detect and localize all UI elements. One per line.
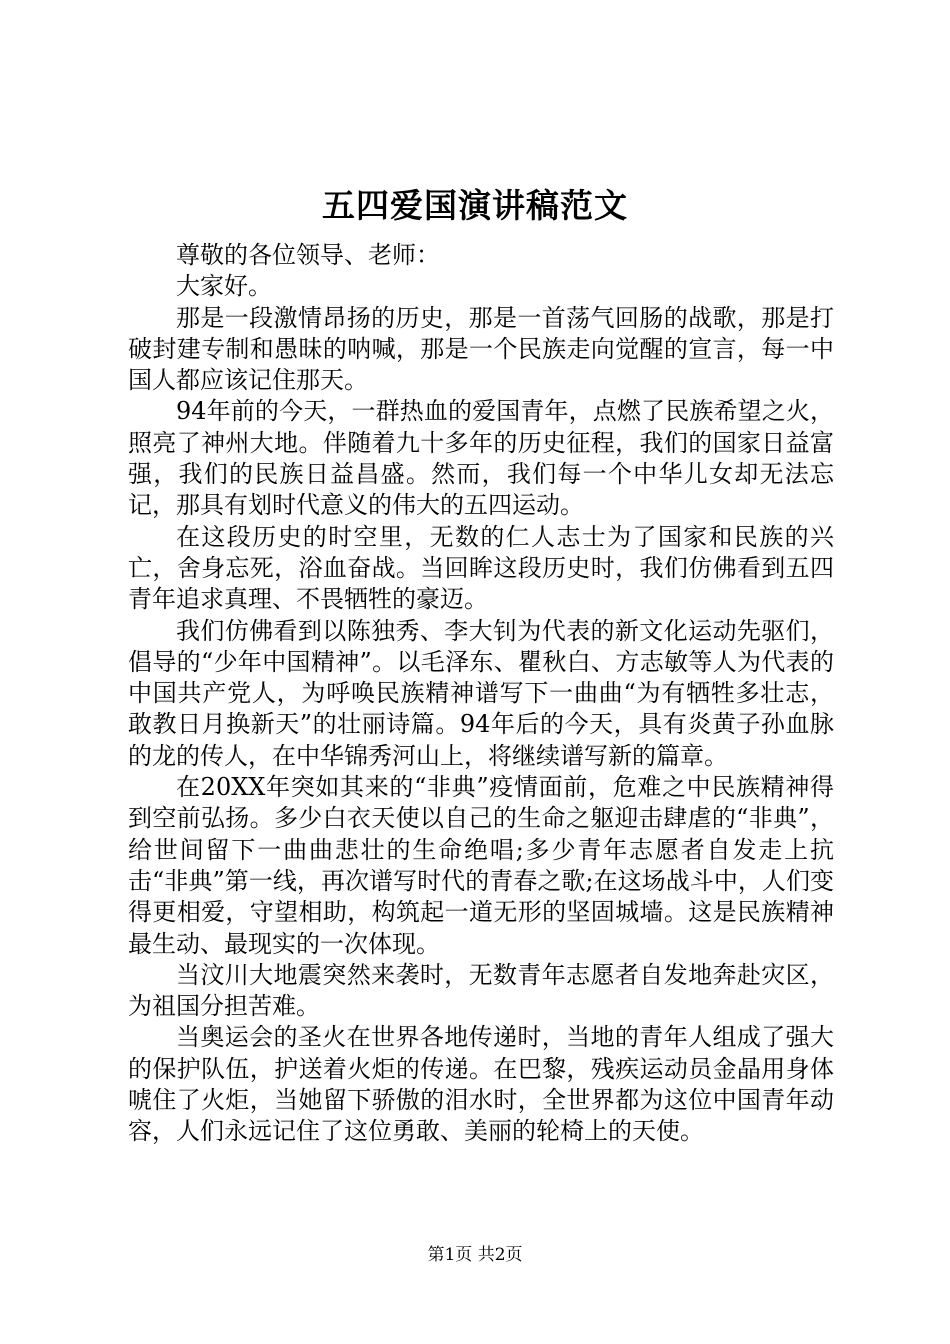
paragraph: 那是一段激情昂扬的历史，那是一首荡气回肠的战歌，那是打破封建专制和愚昧的呐喊，那是一个民族走向觉醒的宣言，每一中国人都应该记住那天。 (128, 303, 834, 395)
document-title: 五四爱国演讲稿范文 (322, 186, 628, 225)
paragraph: 在这段历史的时空里，无数的仁人志士为了国家和民族的兴亡，舍身忘死，浴血奋战。当回眸这段历史时，我们仿佛看到五四青年追求真理、不畏牺牲的豪迈。 (128, 522, 834, 614)
paragraph: 当奥运会的圣火在世界各地传递时，当地的青年人组成了强大的保护队伍，护送着火炬的传递。在巴黎，残疾运动员金晶用身体唬住了火炬，当她留下骄傲的泪水时，全世界都为这位中国青年动容，人们永远记住了这位勇敢、美丽的轮椅上的天使。 (128, 1023, 834, 1146)
document-body (128, 240, 834, 1148)
paragraph: 大家好。 (176, 272, 272, 301)
paragraph: 当汶川大地震突然来袭时，无数青年志愿者自发地奔赴灾区，为祖国分担苦难。 (128, 960, 834, 1021)
paragraph: 我们仿佛看到以陈独秀、李大钊为代表的新文化运动先驱们，倡导的“少年中国精神”。以毛泽东、瞿秋白、方志敏等人为代表的中国共产党人，为呼唤民族精神谱写下一曲曲“为有牺牲多壮志，敢教日月换新天”的壮丽诗篇。94年后的今天，具有炎黄子孙血脉的龙的传人，在中华锦秀河山上，将继续谱写新的篇章。 (128, 616, 834, 770)
paragraph: 尊敬的各位领导、老师： (176, 241, 440, 269)
paragraph: 在20XX年突如其来的“非典”疫情面前，危难之中民族精神得到空前弘扬。多少白衣天使以自己的生命之躯迎击肆虐的“非典”，给世间留下一曲曲悲壮的生命绝唱;多少青年志愿者自发走上抗击“非典”第一线，再次谱写时代的青春之歌;在这场战斗中，人们变得更相爱，守望相助，构筑起一道无形的坚固城墙。这是民族精神最生动、最现实的一次体现。 (128, 773, 834, 958)
paragraph: 94年前的今天，一群热血的爱国青年，点燃了民族希望之火，照亮了神州大地。伴随着九十多年的历史征程，我们的国家日益富强，我们的民族日益昌盛。然而，我们每一个中华儿女却无法忘记，那具有划时代意义的伟大的五四运动。 (128, 397, 834, 520)
page-number-footer: 第1页 共2页 (427, 1245, 523, 1265)
